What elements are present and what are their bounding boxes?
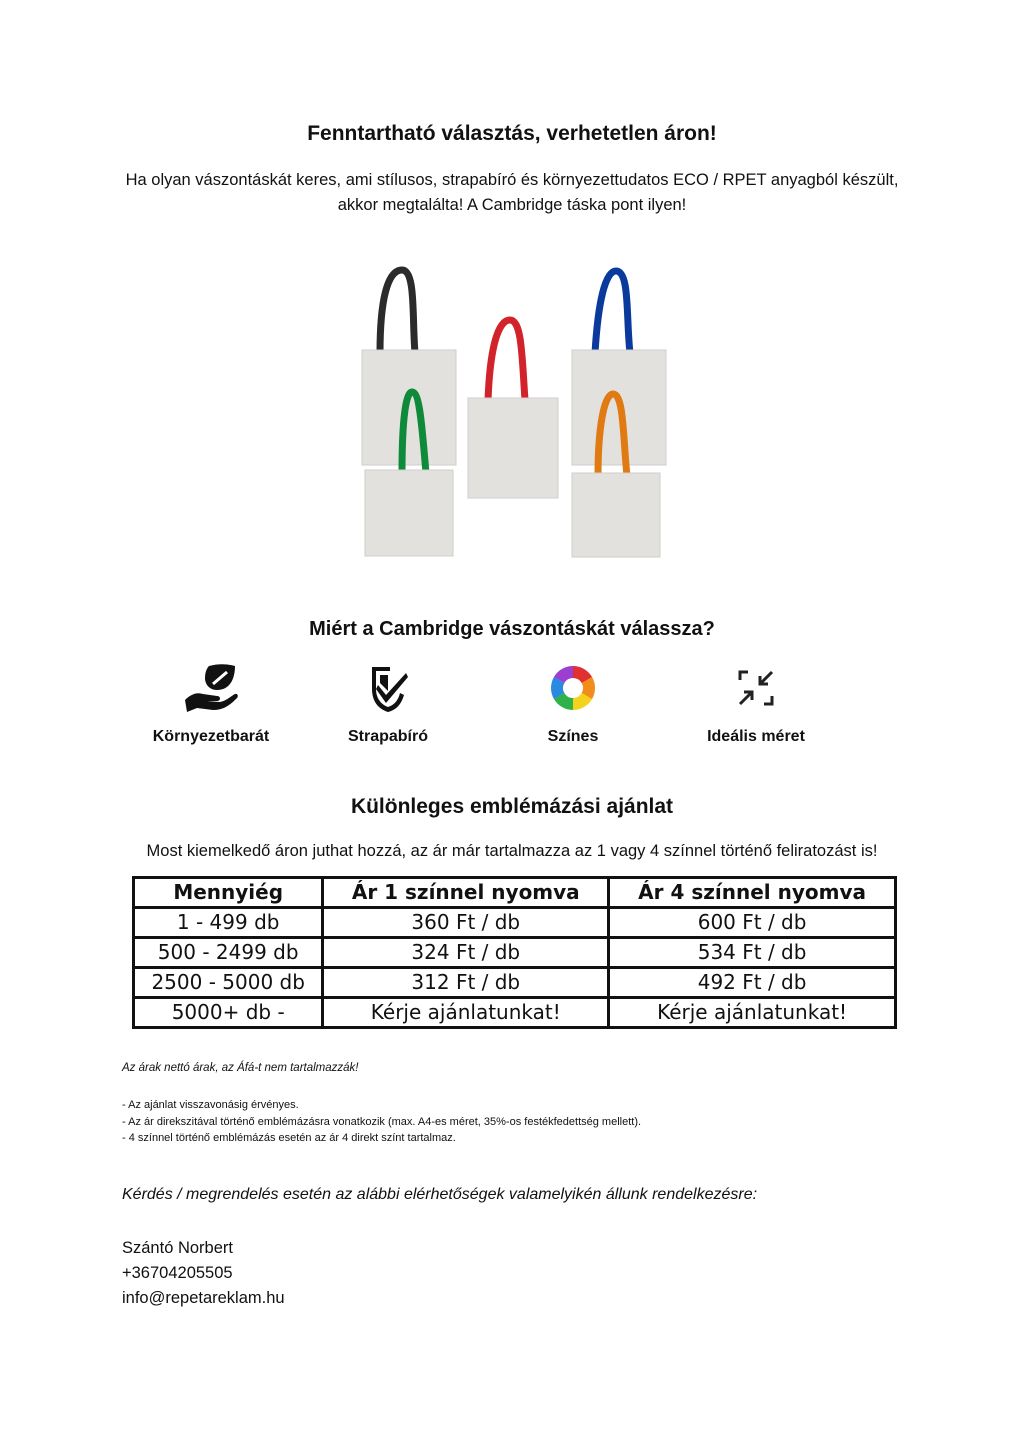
- vat-note: Az árak nettó árak, az Áfá-t nem tartalmazzák!: [122, 1062, 359, 1074]
- table-cell: 492 Ft / db: [609, 968, 896, 998]
- intro-text: [0, 168, 1024, 218]
- table-row: [134, 908, 896, 938]
- shield-check-icon: [288, 660, 488, 716]
- table-header-row: [134, 878, 896, 908]
- contact-email[interactable]: info@repetareklam.hu: [122, 1289, 285, 1307]
- resize-arrows-icon: [656, 660, 856, 716]
- table-cell: 600 Ft / db: [609, 908, 896, 938]
- contact-block: [122, 1236, 285, 1311]
- contact-phone[interactable]: +36704205505: [122, 1264, 233, 1282]
- product-image-bags: [340, 258, 680, 568]
- intro-line-2: akkor megtalálta! A Cambridge táska pont ilyen!: [337, 196, 687, 214]
- table-row: [134, 968, 896, 998]
- table-cell: 324 Ft / db: [323, 938, 609, 968]
- table-cell: 2500 - 5000 db: [134, 968, 323, 998]
- table-cell: 500 - 2499 db: [134, 938, 323, 968]
- bag-black: [362, 270, 456, 465]
- column-header: Ár 1 színnel nyomva: [323, 878, 609, 908]
- feature-size-label: Ideális méret: [707, 728, 805, 745]
- table-row: [134, 938, 896, 968]
- table-cell: 312 Ft / db: [323, 968, 609, 998]
- offer-title: Különleges emblémázási ajánlat: [350, 795, 674, 818]
- feature-size: [656, 660, 856, 746]
- feature-eco-label: Környezetbarát: [152, 728, 270, 745]
- feature-durable: [288, 660, 488, 746]
- feature-colorful: [473, 660, 673, 746]
- offer-text: Most kiemelkedő áron juthat hozzá, az ár már tartalmazza az 1 vagy 4 színnel történő feliratozást is!: [146, 842, 878, 860]
- table-cell: 1 - 499 db: [134, 908, 323, 938]
- bag-red: [468, 320, 558, 498]
- column-header: Ár 4 színnel nyomva: [609, 878, 896, 908]
- feature-durable-label: Strapabíró: [347, 728, 428, 745]
- price-table: [132, 876, 897, 1029]
- feature-colorful-label: Színes: [547, 728, 599, 745]
- table-cell: 360 Ft / db: [323, 908, 609, 938]
- table-cell: Kérje ajánlatunkat!: [609, 998, 896, 1028]
- eco-hand-leaf-icon: [111, 660, 311, 716]
- list-item: - 4 színnel történő emblémázás esetén az ár 4 direkt színt tartalmaz.: [122, 1132, 456, 1144]
- column-header: Mennyiég: [134, 878, 323, 908]
- table-cell: 534 Ft / db: [609, 938, 896, 968]
- bag-blue: [572, 271, 666, 465]
- feature-eco: [111, 660, 311, 746]
- intro-line-1: Ha olyan vászontáskát keres, ami stílusos, strapabíró és környezettudatos ECO / RPET anyagból készült,: [125, 171, 899, 189]
- page-title: Fenntartható választás, verhetetlen áron!: [307, 122, 717, 145]
- table-cell: Kérje ajánlatunkat!: [323, 998, 609, 1028]
- table-row: [134, 998, 896, 1028]
- list-item: - Az ajánlat visszavonásig érvényes.: [122, 1099, 299, 1111]
- contact-intro: Kérdés / megrendelés esetén az alábbi elérhetőségek valamelyikén állunk rendelkezésre:: [122, 1186, 758, 1203]
- table-cell: 5000+ db -: [134, 998, 323, 1028]
- conditions-list: [122, 1097, 641, 1147]
- color-wheel-icon: [473, 660, 673, 716]
- why-title: Miért a Cambridge vászontáskát válassza?: [309, 618, 715, 640]
- list-item: - Az ár direkszitával történő emblémázásra vonatkozik (max. A4-es méret, 35%-os festékfedettség mellett).: [122, 1115, 642, 1128]
- contact-name: Szántó Norbert: [122, 1239, 233, 1257]
